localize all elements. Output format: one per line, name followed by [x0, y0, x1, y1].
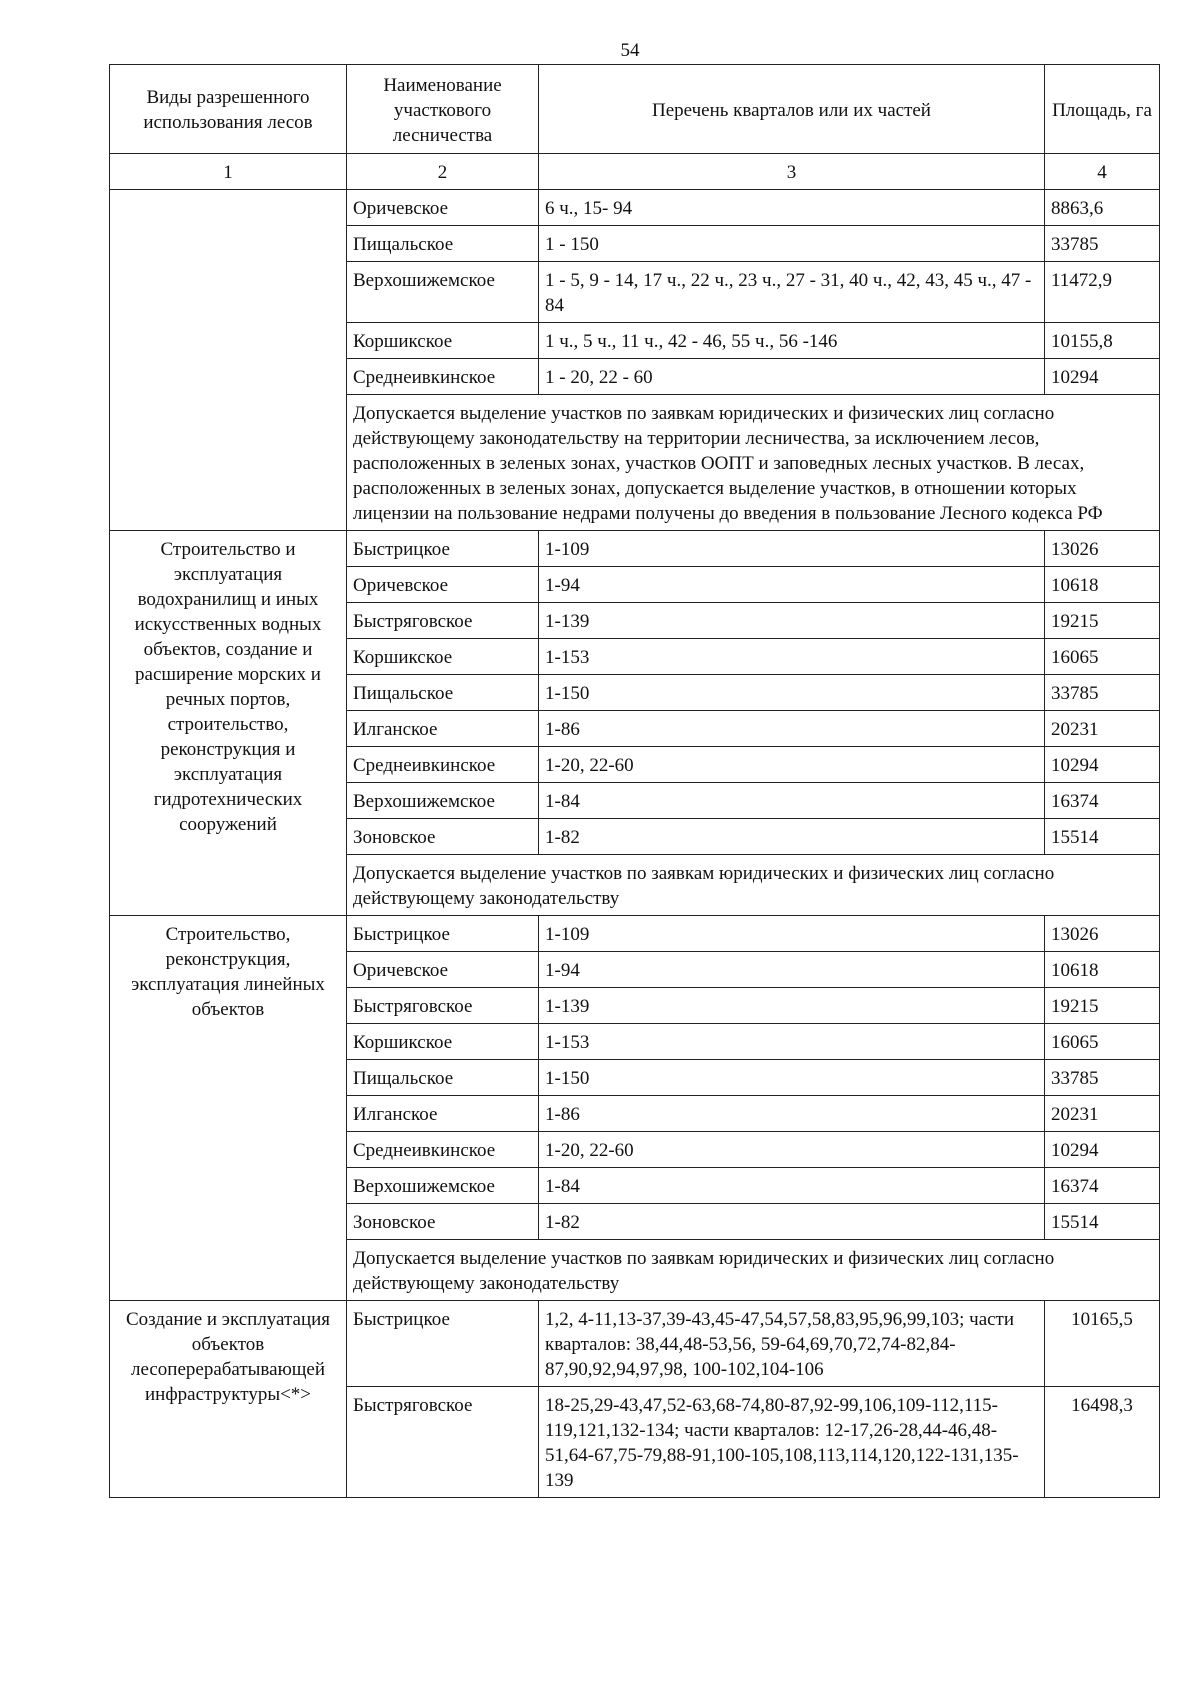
quarters-list: 1-82 — [539, 819, 1045, 855]
area-value: 16065 — [1045, 1024, 1160, 1060]
use-type-cell: Создание и эксплуатация объектов лесоперерабатывающей инфраструктуры<*> — [110, 1301, 347, 1498]
quarters-list: 1-94 — [539, 567, 1045, 603]
area-value: 33785 — [1045, 226, 1160, 262]
quarters-list: 1-150 — [539, 1060, 1045, 1096]
forestry-name: Пищальское — [347, 1060, 539, 1096]
area-value: 33785 — [1045, 675, 1160, 711]
page-number: 54 — [620, 40, 640, 61]
forestry-name: Зоновское — [347, 819, 539, 855]
quarters-list: 1 - 5, 9 - 14, 17 ч., 22 ч., 23 ч., 27 - 31, 40 ч., 42, 43, 45 ч., 47 - 84 — [539, 262, 1045, 323]
quarters-list: 1 - 20, 22 - 60 — [539, 359, 1045, 395]
note-text: Допускается выделение участков по заявкам юридических и физических лиц согласно действующему законодательству — [347, 1240, 1160, 1301]
forest-use-table — [109, 64, 1160, 1498]
quarters-list: 1-139 — [539, 603, 1045, 639]
quarters-list: 1-82 — [539, 1204, 1045, 1240]
forestry-name: Оричевское — [347, 190, 539, 226]
forestry-name: Быстряговское — [347, 988, 539, 1024]
column-number: 1 — [110, 154, 347, 190]
table-row — [110, 916, 1160, 952]
area-value: 16374 — [1045, 1168, 1160, 1204]
forestry-name: Верхошижемское — [347, 783, 539, 819]
quarters-list: 1 - 150 — [539, 226, 1045, 262]
area-value: 13026 — [1045, 916, 1160, 952]
column-number: 4 — [1045, 154, 1160, 190]
area-value: 10618 — [1045, 952, 1160, 988]
forestry-name: Быстряговское — [347, 603, 539, 639]
forestry-name: Верхошижемское — [347, 1168, 539, 1204]
header-row — [110, 65, 1160, 154]
note-text: Допускается выделение участков по заявкам юридических и физических лиц согласно действующему законодательству на территории лесничества, за исключением лесов, расположенных в зеленых зонах, участков ООПТ и заповедных лесных участков. В лесах, расположенных в зеленых зонах, допускается выделение участков, в отношении которых лицензии на пользование недрами получены до введения в пользование Лесного кодекса РФ — [347, 395, 1160, 531]
area-value: 10294 — [1045, 747, 1160, 783]
header-quarters: Перечень кварталов или их частей — [539, 65, 1045, 154]
forestry-name: Пищальское — [347, 675, 539, 711]
quarters-list: 1,2, 4-11,13-37,39-43,45-47,54,57,58,83,95,96,99,103; части кварталов: 38,44,48-53,56, 59-64,69,70,72,74-82,84-87,90,92,94,97,98, 100-102,104-106 — [539, 1301, 1045, 1387]
column-number: 3 — [539, 154, 1045, 190]
quarters-list: 1-109 — [539, 531, 1045, 567]
area-value: 13026 — [1045, 531, 1160, 567]
area-value: 16374 — [1045, 783, 1160, 819]
area-value: 19215 — [1045, 988, 1160, 1024]
quarters-list: 6 ч., 15- 94 — [539, 190, 1045, 226]
area-value: 10155,8 — [1045, 323, 1160, 359]
area-value: 10294 — [1045, 1132, 1160, 1168]
quarters-list: 1-150 — [539, 675, 1045, 711]
forestry-name: Оричевское — [347, 952, 539, 988]
quarters-list: 1-86 — [539, 711, 1045, 747]
quarters-list: 1-94 — [539, 952, 1045, 988]
header-forestry: Наименование участкового лесничества — [347, 65, 539, 154]
quarters-list: 1-20, 22-60 — [539, 1132, 1045, 1168]
table-row — [110, 531, 1160, 567]
use-type-cell: Строительство, реконструкция, эксплуатация линейных объектов — [110, 916, 347, 1301]
quarters-list: 1 ч., 5 ч., 11 ч., 42 - 46, 55 ч., 56 -146 — [539, 323, 1045, 359]
quarters-list: 1-153 — [539, 639, 1045, 675]
forestry-name: Быстрицкое — [347, 1301, 539, 1387]
area-value: 15514 — [1045, 819, 1160, 855]
forestry-name: Среднеивкинское — [347, 1132, 539, 1168]
quarters-list: 1-109 — [539, 916, 1045, 952]
quarters-list: 1-20, 22-60 — [539, 747, 1045, 783]
forestry-name: Среднеивкинское — [347, 359, 539, 395]
area-value: 16498,3 — [1045, 1387, 1160, 1498]
area-value: 33785 — [1045, 1060, 1160, 1096]
forestry-name: Зоновское — [347, 1204, 539, 1240]
forestry-name: Коршикское — [347, 639, 539, 675]
area-value: 20231 — [1045, 711, 1160, 747]
area-value: 16065 — [1045, 639, 1160, 675]
table-row — [110, 1301, 1160, 1387]
forestry-name: Илганское — [347, 711, 539, 747]
table-row — [110, 190, 1160, 226]
area-value: 10294 — [1045, 359, 1160, 395]
area-value: 15514 — [1045, 1204, 1160, 1240]
quarters-list: 1-84 — [539, 1168, 1045, 1204]
forestry-name: Оричевское — [347, 567, 539, 603]
area-value: 11472,9 — [1045, 262, 1160, 323]
use-type-cell: Строительство и эксплуатация водохранилищ и иных искусственных водных объектов, создание и расширение морских и речных портов, строительство, реконструкция и эксплуатация гидротехнических сооружений — [110, 531, 347, 916]
forestry-name: Верхошижемское — [347, 262, 539, 323]
forestry-name: Среднеивкинское — [347, 747, 539, 783]
area-value: 19215 — [1045, 603, 1160, 639]
quarters-list: 18-25,29-43,47,52-63,68-74,80-87,92-99,106,109-112,115-119,121,132-134; части кварталов: 12-17,26-28,44-46,48-51,64-67,75-79,88-91,100-105,108,113,114,120,122-131,135-139 — [539, 1387, 1045, 1498]
quarters-list: 1-139 — [539, 988, 1045, 1024]
area-value: 8863,6 — [1045, 190, 1160, 226]
quarters-list: 1-86 — [539, 1096, 1045, 1132]
note-text: Допускается выделение участков по заявкам юридических и физических лиц согласно действующему законодательству — [347, 855, 1160, 916]
quarters-list: 1-84 — [539, 783, 1045, 819]
column-number: 2 — [347, 154, 539, 190]
column-number-row — [110, 154, 1160, 190]
forestry-name: Коршикское — [347, 1024, 539, 1060]
area-value: 10165,5 — [1045, 1301, 1160, 1387]
forestry-name: Быстряговское — [347, 1387, 539, 1498]
area-value: 10618 — [1045, 567, 1160, 603]
header-use: Виды разрешенного использования лесов — [110, 65, 347, 154]
forestry-name: Коршикское — [347, 323, 539, 359]
forestry-name: Быстрицкое — [347, 531, 539, 567]
header-area: Площадь, га — [1045, 65, 1160, 154]
area-value: 20231 — [1045, 1096, 1160, 1132]
use-type-cell — [110, 190, 347, 531]
forestry-name: Илганское — [347, 1096, 539, 1132]
forestry-name: Пищальское — [347, 226, 539, 262]
forestry-name: Быстрицкое — [347, 916, 539, 952]
quarters-list: 1-153 — [539, 1024, 1045, 1060]
